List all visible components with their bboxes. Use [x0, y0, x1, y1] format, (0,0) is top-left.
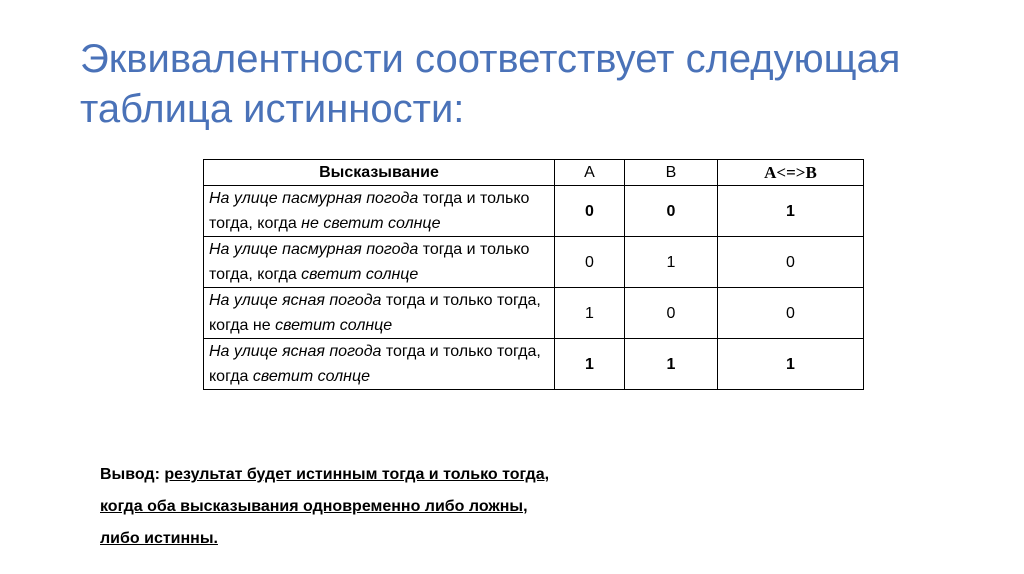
statement-part: не светит солнце: [301, 215, 441, 232]
statement-cell: [204, 237, 555, 288]
value-result-cell: 1: [718, 339, 864, 390]
statement-part: На улице пасмурная погода: [209, 190, 419, 207]
table-row: [204, 288, 864, 339]
value-b-cell: 0: [625, 186, 718, 237]
truth-table-body: [204, 186, 864, 390]
conclusion-text-2: когда оба высказывания одновременно либо ложны,: [100, 498, 528, 515]
table-header-row: [204, 160, 864, 186]
value-result-cell: 1: [718, 186, 864, 237]
conclusion-line-2: [100, 491, 900, 523]
statement-part: На улице ясная погода: [209, 292, 382, 309]
value-result-cell: 0: [718, 237, 864, 288]
conclusion: [100, 459, 900, 555]
header-a: A: [555, 160, 625, 186]
statement-cell: [204, 288, 555, 339]
statement-cell: [204, 339, 555, 390]
statement-cell: [204, 186, 555, 237]
table-row: [204, 186, 864, 237]
truth-table: [203, 159, 864, 390]
table-row: [204, 339, 864, 390]
statement-part: тогда и только тогда, когда: [209, 343, 541, 385]
value-result-cell: 0: [718, 288, 864, 339]
header-statement: Высказывание: [204, 160, 555, 186]
conclusion-line-3: [100, 523, 900, 555]
value-a-cell: 1: [555, 288, 625, 339]
conclusion-text-1: результат будет истинным тогда и только тогда,: [164, 466, 550, 483]
table-row: [204, 237, 864, 288]
value-b-cell: 1: [625, 237, 718, 288]
value-a-cell: 1: [555, 339, 625, 390]
statement-part: На улице пасмурная погода: [209, 241, 419, 258]
statement-part: На улице ясная погода: [209, 343, 382, 360]
statement-part: тогда и только тогда, когда не: [209, 292, 541, 334]
slide-title: Эквивалентности соответствует следующая таблица истинности:: [80, 37, 901, 131]
header-equivalence: A<=>B: [718, 160, 864, 186]
statement-part: тогда и только тогда, когда: [209, 190, 530, 232]
value-a-cell: 0: [555, 237, 625, 288]
conclusion-line-1: [100, 459, 900, 491]
statement-part: светит солнце: [275, 317, 393, 334]
value-b-cell: 0: [625, 288, 718, 339]
statement-part: тогда и только тогда, когда: [209, 241, 530, 283]
statement-part: светит солнце: [252, 368, 371, 385]
statement-part: светит солнце: [301, 266, 419, 283]
header-b: B: [625, 160, 718, 186]
value-b-cell: 1: [625, 339, 718, 390]
conclusion-text-3: либо истинны.: [100, 530, 218, 547]
value-a-cell: 0: [555, 186, 625, 237]
conclusion-label: Вывод:: [100, 466, 160, 483]
